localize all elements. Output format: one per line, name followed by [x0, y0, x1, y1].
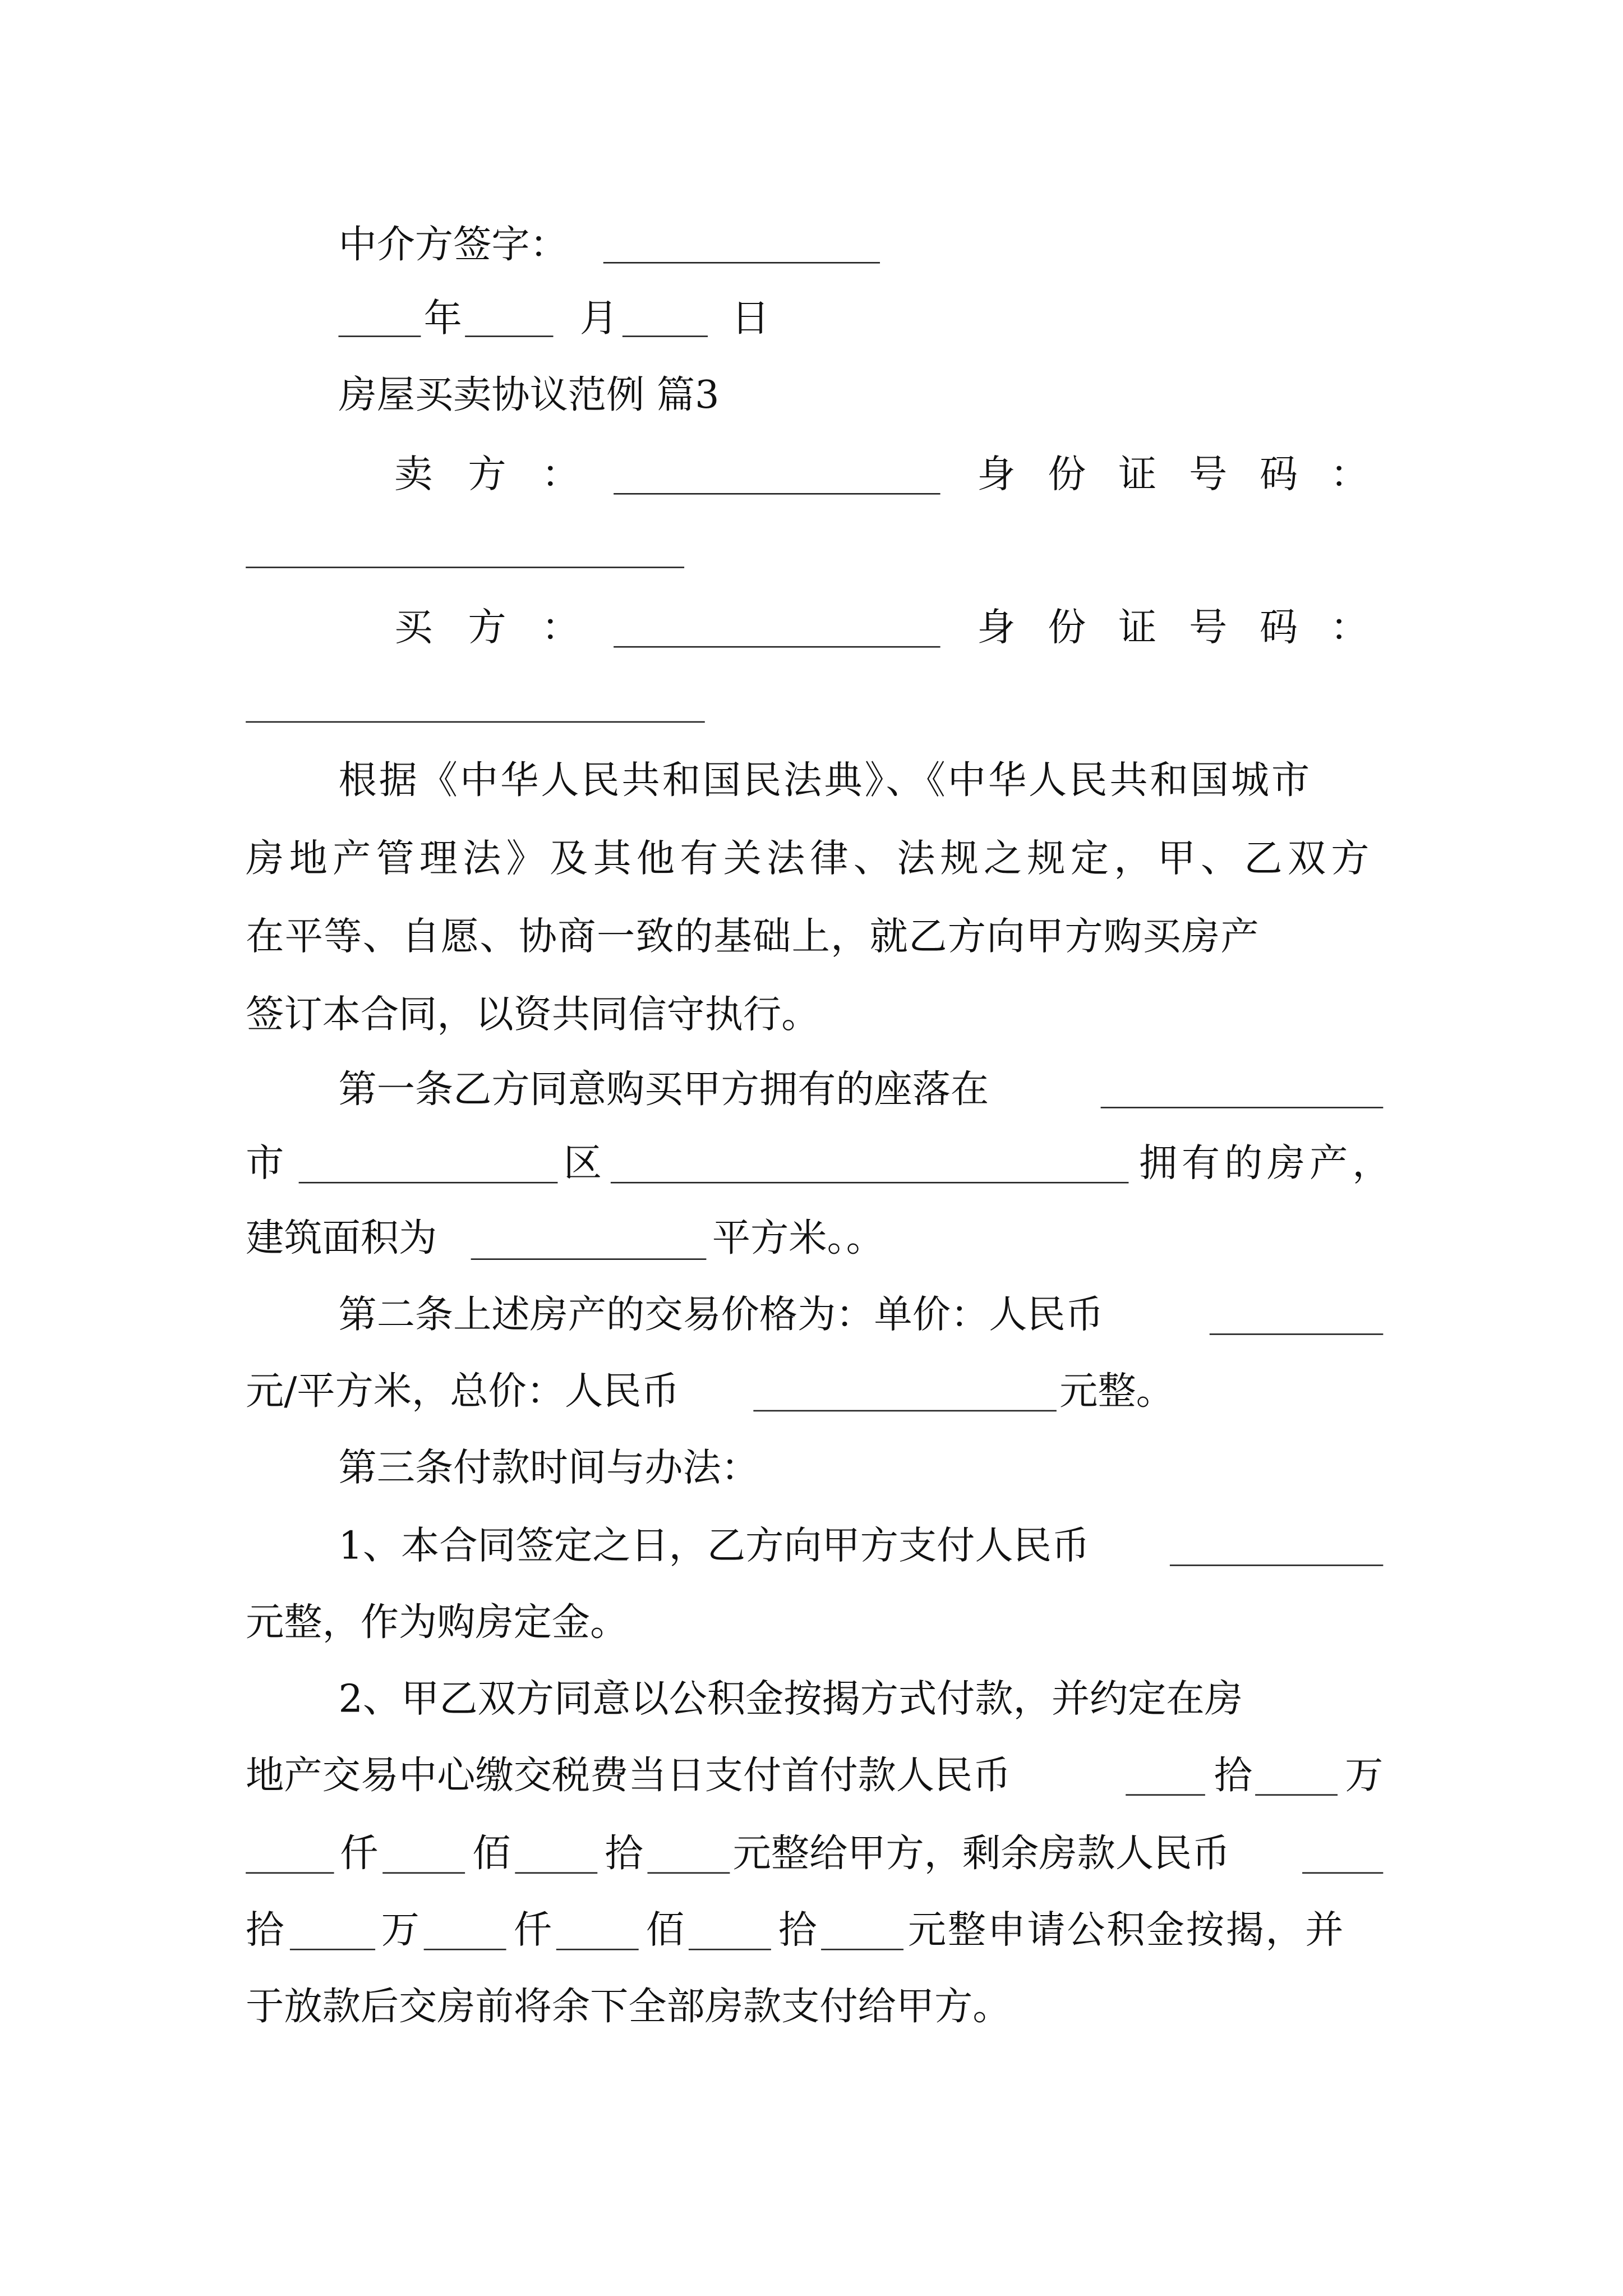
date-year-label: 年 [423, 297, 462, 342]
buyer-id-label: 身份证号码： [977, 606, 1401, 651]
year-blank[interactable] [338, 335, 421, 337]
remaining-wan-label: 万 [381, 1909, 419, 1953]
seller-name-blank[interactable] [614, 493, 940, 495]
seller-id-label: 身份证号码： [977, 453, 1401, 498]
article1-line-1: 第一条乙方同意购买甲方拥有的座落在 [338, 1068, 989, 1113]
section-title: 房屋买卖协议范例 篇3 [338, 374, 720, 418]
remaining-shi-label: 拾 [246, 1909, 284, 1953]
article3-item2-line-3-suffix: 元整给甲方，剩余房款人民币 [732, 1832, 1230, 1877]
article1-area-prefix: 建筑面积为 [246, 1217, 437, 1262]
article1-area-suffix: 平方米。。 [712, 1217, 884, 1262]
article3-deposit-blank[interactable] [1170, 1565, 1383, 1566]
article1-district-blank[interactable] [611, 1182, 1129, 1184]
month-blank[interactable] [465, 335, 553, 337]
downpayment-yuan-blank[interactable] [647, 1872, 730, 1874]
signature-label: 中介方签字： [338, 223, 568, 268]
downpayment-shi-label: 拾 [1214, 1754, 1252, 1799]
preamble-line-2: 房地产管理法》及其他有关法律、法规之规定，甲、乙双方 [246, 837, 1375, 882]
remaining-qian-blank[interactable] [424, 1949, 506, 1950]
article3-item2-line-1: 2、甲乙双方同意以公积金按揭方式付款，并约定在房 [338, 1678, 1243, 1722]
article1-owned-label: 拥有的房产， [1138, 1142, 1395, 1186]
article3-item1-line-2: 元整，作为购房定金。 [246, 1601, 629, 1646]
article1-city-label: 市 [246, 1142, 284, 1186]
remaining-shi2-label: 拾 [778, 1909, 817, 1953]
remaining-bai-label: 佰 [645, 1909, 685, 1953]
article1-area-blank[interactable] [471, 1258, 707, 1260]
downpayment-bai-label: 佰 [472, 1832, 511, 1877]
seller-id-blank[interactable] [246, 567, 684, 568]
article2-line-1: 第二条上述房产的交易价格为：单价：人民币 [338, 1294, 1104, 1338]
seller-label: 卖方： [394, 453, 615, 498]
remaining-bai-blank[interactable] [556, 1949, 639, 1950]
article3-item1-line-1: 1、本合同签定之日，乙方向甲方支付人民币 [338, 1525, 1090, 1569]
article2-total-suffix: 元整。 [1059, 1370, 1174, 1415]
downpayment-qian-label: 仟 [340, 1832, 379, 1877]
remaining-yuan-blank[interactable] [821, 1949, 903, 1950]
remaining-shi-blank[interactable] [689, 1949, 771, 1950]
buyer-label: 买方： [394, 606, 615, 651]
remaining-shiwan-blank[interactable] [1302, 1872, 1383, 1874]
signature-blank[interactable] [603, 262, 880, 264]
day-blank[interactable] [623, 335, 708, 337]
article2-unit-price-blank[interactable] [1210, 1333, 1384, 1335]
downpayment-shi2-label: 拾 [605, 1832, 643, 1877]
remaining-qian-label: 仟 [513, 1909, 552, 1953]
downpayment-shi-blank[interactable] [515, 1872, 597, 1874]
article1-district-label: 区 [563, 1142, 602, 1186]
preamble-line-3: 在平等、自愿、协商一致的基础上，就乙方向甲方购买房产 [246, 915, 1260, 960]
downpayment-wan-label: 万 [1345, 1754, 1384, 1799]
preamble-line-4: 签订本合同，以资共同信守执行。 [246, 993, 820, 1038]
article3-title: 第三条付款时间与办法： [338, 1447, 759, 1491]
buyer-id-blank[interactable] [246, 721, 705, 723]
article1-city-blank[interactable] [299, 1182, 558, 1184]
downpayment-wan-blank[interactable] [1255, 1794, 1338, 1796]
buyer-name-blank[interactable] [614, 646, 940, 648]
downpayment-qian-blank[interactable] [246, 1872, 334, 1874]
signature-line [338, 223, 568, 268]
article3-item2-line-5: 于放款后交房前将余下全部房款支付给甲方。 [246, 1985, 1011, 2030]
remaining-wan-blank[interactable] [290, 1949, 375, 1950]
article3-item2-line-2: 地产交易中心缴交税费当日支付首付款人民币 [246, 1754, 1011, 1799]
date-month-label: 月 [579, 297, 619, 342]
article2-unit-label: 元/平方米，总价：人民币 [246, 1370, 680, 1415]
article3-item2-line-4-suffix: 元整申请公积金按揭，并 [907, 1909, 1345, 1953]
downpayment-shiwan-blank[interactable] [1126, 1794, 1205, 1796]
article1-location-blank[interactable] [1101, 1107, 1384, 1108]
downpayment-bai-blank[interactable] [382, 1872, 465, 1874]
preamble-line-1: 根据《中华人民共和国民法典》、《中华人民共和国城市 [338, 759, 1312, 804]
date-day-label: 日 [731, 297, 770, 342]
article2-total-blank[interactable] [753, 1410, 1057, 1412]
